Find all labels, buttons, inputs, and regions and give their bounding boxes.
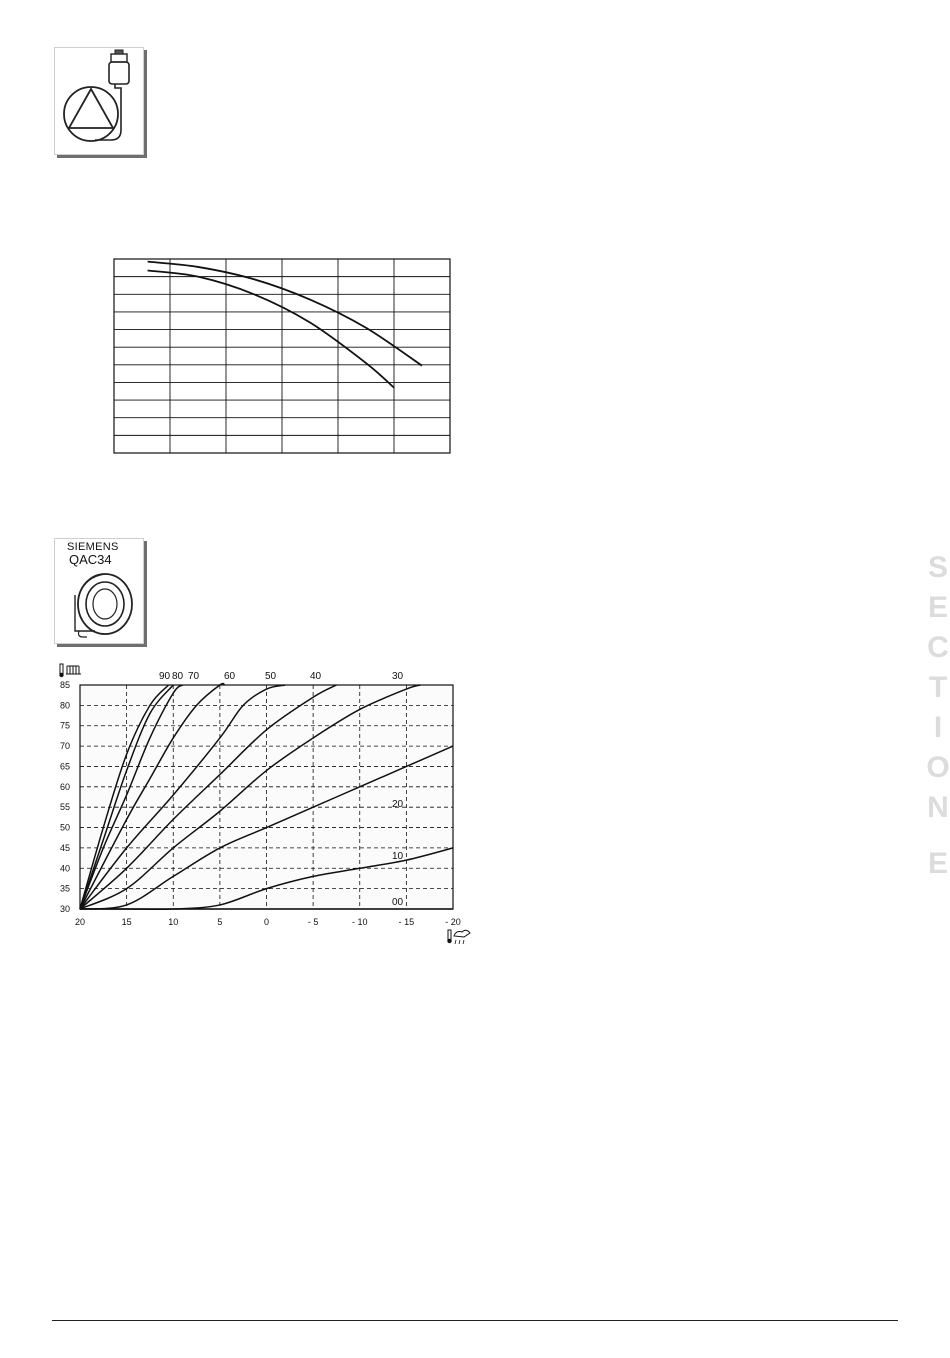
side-tab-letter: E bbox=[927, 591, 948, 624]
pump-curve-chart bbox=[108, 252, 458, 458]
side-tab-space bbox=[918, 828, 950, 844]
sensor-model: QAC34 bbox=[69, 552, 112, 567]
x-tick-label: - 20 bbox=[445, 917, 461, 927]
sensor-brand: SIEMENS bbox=[67, 541, 119, 553]
pump-curve-line-1 bbox=[148, 262, 422, 366]
y-tick-label: 35 bbox=[59, 883, 70, 894]
curve-label-60: 60 bbox=[224, 671, 236, 682]
curve-label-90: 90 bbox=[159, 671, 171, 682]
side-tab-letter: E bbox=[927, 847, 948, 880]
pump-icon bbox=[55, 48, 143, 154]
y-tick-label: 85 bbox=[59, 680, 70, 690]
footer-rule bbox=[52, 1320, 898, 1321]
x-tick-label: - 5 bbox=[307, 917, 319, 927]
y-tick-label: 50 bbox=[59, 822, 70, 833]
x-tick-label: - 15 bbox=[398, 917, 415, 927]
y-tick-label: 75 bbox=[59, 720, 70, 731]
curve-label-40: 40 bbox=[310, 671, 322, 682]
heating-curves-chart bbox=[52, 660, 477, 950]
side-tab-letter: N bbox=[927, 791, 949, 824]
y-tick-label: 65 bbox=[59, 761, 70, 772]
chart-grid bbox=[80, 685, 453, 909]
x-tick-label: 10 bbox=[168, 917, 179, 927]
side-tab-letter: S bbox=[927, 551, 948, 584]
y-tick-label: 55 bbox=[59, 802, 70, 813]
flow-temp-icon bbox=[59, 664, 81, 677]
curve-label-70: 70 bbox=[188, 671, 200, 682]
sensor-icon bbox=[55, 539, 143, 643]
side-tab-letter: T bbox=[928, 671, 948, 704]
curve-label-00: 00 bbox=[392, 897, 404, 908]
curve-label-20: 20 bbox=[392, 799, 404, 810]
sensor-icon-box bbox=[54, 538, 144, 644]
side-tab-letter: O bbox=[926, 751, 950, 784]
curve-label-80: 80 bbox=[172, 671, 184, 682]
curve-label-30: 30 bbox=[392, 671, 404, 682]
x-tick-label: 20 bbox=[74, 917, 86, 927]
y-tick-label: 45 bbox=[59, 842, 70, 853]
x-tick-label: 0 bbox=[263, 917, 270, 927]
pump-icon-box bbox=[54, 47, 144, 155]
side-tab-letter: I bbox=[933, 711, 943, 744]
y-tick-label: 30 bbox=[59, 904, 70, 914]
section-side-tab bbox=[918, 548, 950, 884]
x-tick-label: 15 bbox=[121, 917, 132, 927]
chart-series-group bbox=[148, 262, 422, 388]
x-tick-label: 5 bbox=[217, 917, 223, 927]
outdoor-temp-icon bbox=[447, 930, 470, 944]
y-tick-label: 60 bbox=[59, 781, 70, 792]
side-tab-letter: C bbox=[927, 631, 949, 664]
curve-label-10: 10 bbox=[392, 851, 404, 862]
curve-label-50: 50 bbox=[265, 671, 277, 682]
y-tick-label: 40 bbox=[59, 863, 70, 874]
x-tick-label: - 10 bbox=[351, 917, 368, 927]
y-tick-label: 80 bbox=[59, 700, 70, 711]
y-tick-label: 70 bbox=[59, 741, 70, 752]
